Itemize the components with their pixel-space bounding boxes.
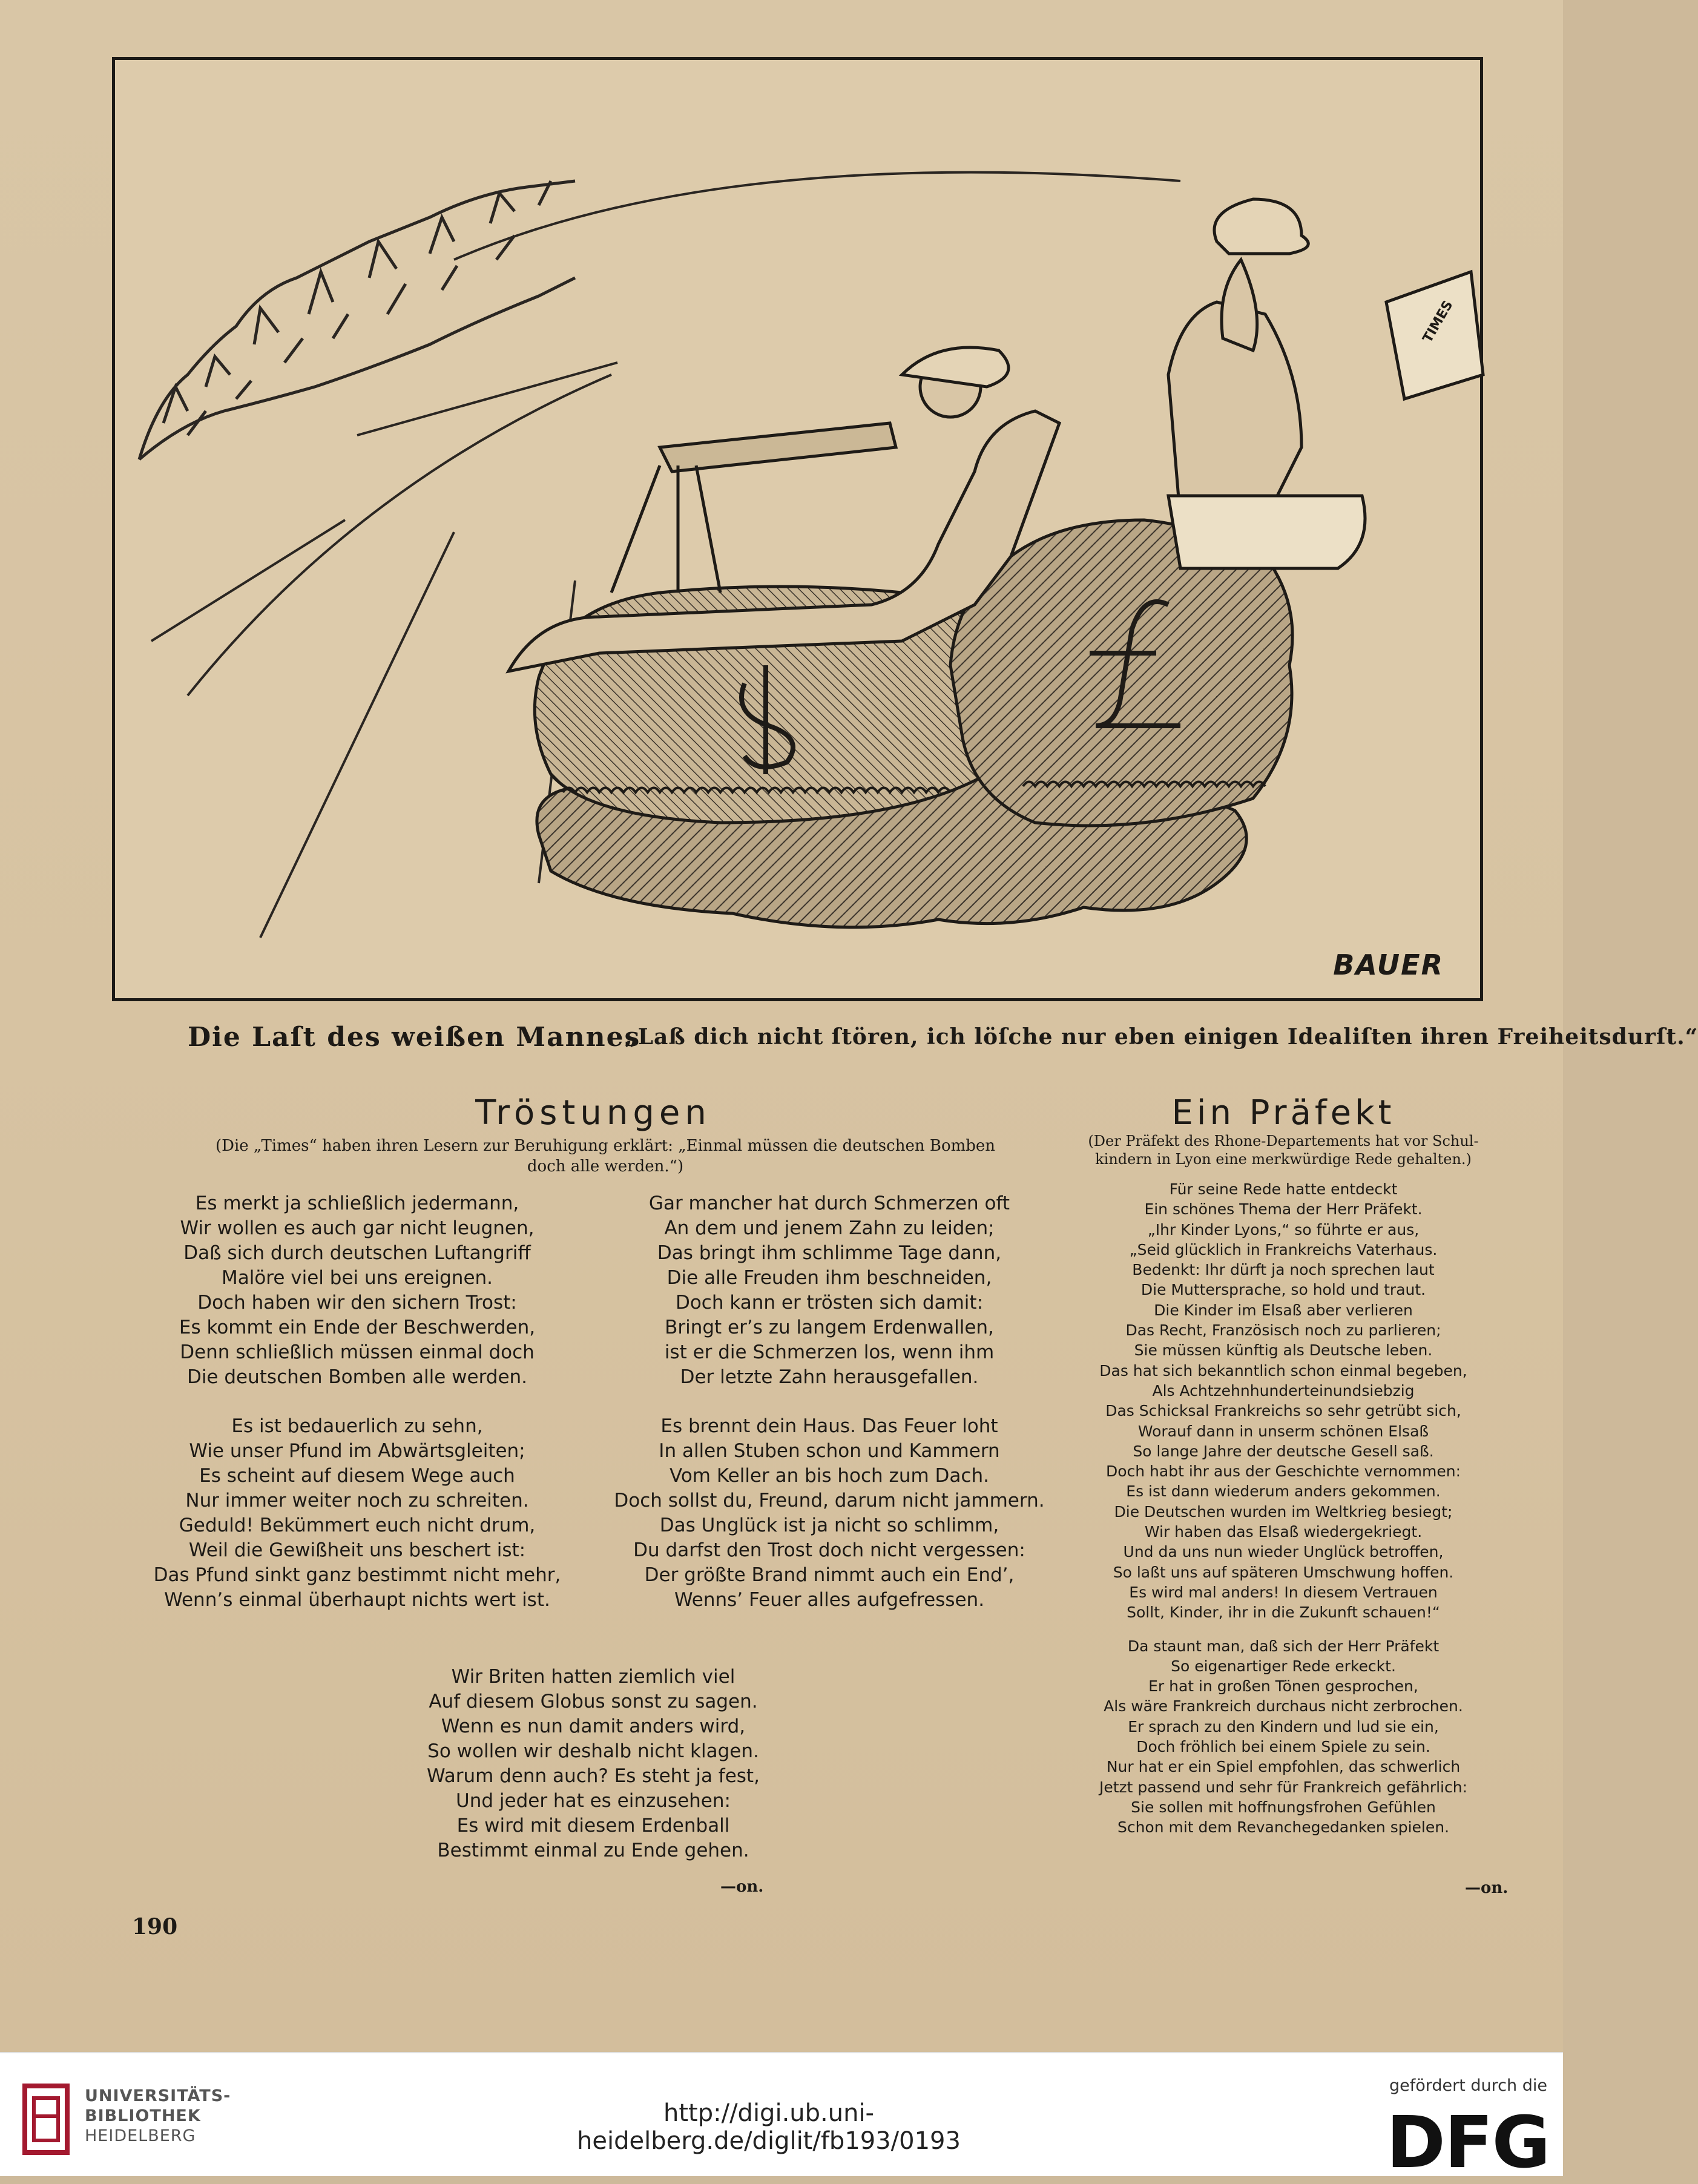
funded-by-label: gefördert durch die <box>1389 2076 1547 2095</box>
cartoon-illustration <box>112 57 1483 1001</box>
poem-line: Und da uns nun wieder Unglück betroffen, <box>1123 1543 1444 1561</box>
poem-line: Das hat sich bekanntlich schon einmal begeben, <box>1099 1361 1467 1380</box>
university-library-logo-icon <box>22 2080 76 2159</box>
praefekt-subtitle <box>1053 1132 1513 1168</box>
poem-line: Wenn’s einmal überhaupt nichts wert ist. <box>164 1589 550 1611</box>
poem-line: An dem und jenem Zahn zu leiden; <box>664 1217 995 1239</box>
poem-line: Das Unglück ist ja nicht so schlimm, <box>659 1515 999 1536</box>
poem-line: „Seid glücklich in Frankreichs Vaterhaus. <box>1129 1240 1438 1258</box>
officer-reading-newspaper <box>1168 199 1483 568</box>
poem-line: Als Achtzehnhunderteinundsiebzig <box>1152 1381 1415 1400</box>
artist-signature: BAUER <box>1333 949 1444 981</box>
poem-line: Die Muttersprache, so hold und traut. <box>1140 1281 1426 1299</box>
poem-line: Für seine Rede hatte entdeckt <box>1169 1180 1398 1198</box>
poem-line: Jetzt passend und sehr für Frankreich gefährlich: <box>1099 1778 1468 1796</box>
poem-line: Das Recht, Französisch noch zu parlieren; <box>1125 1321 1441 1340</box>
poem-column-1 <box>121 1191 593 1613</box>
poem-line: Bedenkt: Ihr dürft ja noch sprechen laut <box>1132 1261 1435 1279</box>
poem-line: Es kommt ein Ende der Beschwerden, <box>179 1317 536 1338</box>
praefekt-poem <box>1053 1179 1513 1838</box>
poem-line: Es ist bedauerlich zu sehn, <box>231 1415 483 1437</box>
newspaper-title: TIMES <box>1420 298 1456 346</box>
poem-line: Es merkt ja schließlich jedermann, <box>195 1192 519 1214</box>
poem-line: Auf diesem Globus sonst zu sagen. <box>429 1691 758 1712</box>
poem-line: Worauf dann in unserm schönen Elsaß <box>1137 1422 1429 1440</box>
poem-line: Sie müssen künftig als Deutsche leben. <box>1134 1341 1433 1360</box>
praefekt-title: Ein Präfekt <box>1171 1093 1395 1133</box>
poem-line: Doch sollst du, Freund, darum nicht jammern. <box>614 1490 1045 1511</box>
poem-line: Der größte Brand nimmt auch ein End’, <box>644 1564 1015 1586</box>
poem-line: Du darfst den Trost doch nicht vergessen: <box>633 1539 1025 1561</box>
stanza-gap <box>1053 1623 1513 1636</box>
stanza-gap <box>581 1390 1078 1414</box>
poem-line: Doch habt ihr aus der Geschichte vernommen: <box>1105 1462 1461 1481</box>
poem-line: Ein schönes Thema der Herr Präfekt. <box>1144 1200 1423 1219</box>
poem-line: Bringt er’s zu langem Erdenwallen, <box>665 1317 994 1338</box>
poem-line: Malöre viel bei uns ereignen. <box>221 1267 493 1289</box>
poem-line: Geduld! Bekümmert euch nicht drum, <box>179 1515 536 1536</box>
poem-line: Doch haben wir den sichern Trost: <box>197 1292 517 1314</box>
praefekt-subtitle-line: kindern in Lyon eine merkwürdige Rede gehalten.) <box>1095 1151 1472 1168</box>
poem-line: In allen Stuben schon und Kammern <box>659 1440 1000 1462</box>
permalink-url[interactable]: http://digi.ub.uni-heidelberg.de/diglit/fb193/0193 <box>577 2099 961 2155</box>
poem-column-2 <box>581 1191 1078 1613</box>
troestungen-title: Tröstungen <box>475 1093 711 1133</box>
poem-line: Sie sollen mit hoffnungsfrohen Gefühlen <box>1131 1798 1436 1816</box>
poem-line: Die deutschen Bomben alle werden. <box>186 1366 528 1388</box>
poem-line: Da staunt man, daß sich der Herr Präfekt <box>1127 1637 1440 1655</box>
page-number: 190 <box>132 1914 178 1939</box>
poem-line: Wir haben das Elsaß wiedergekriegt. <box>1144 1523 1423 1541</box>
poem-line: Nur hat er ein Spiel empfohlen, das schwerlich <box>1106 1758 1461 1776</box>
troestungen-subtitle <box>182 1136 1029 1177</box>
poem-line: Er sprach zu den Kindern und lud sie ein, <box>1128 1717 1439 1735</box>
poem-line: Doch kann er trösten sich damit: <box>675 1292 984 1314</box>
dfg-logo: DFG <box>1386 2100 1550 2184</box>
poem-line: Die Kinder im Elsaß aber verlieren <box>1154 1301 1413 1319</box>
poem-line: Wir wollen es auch gar nicht leugnen, <box>180 1217 535 1239</box>
poem-line: Daß sich durch deutschen Luftangriff <box>183 1242 531 1264</box>
library-name-line: BIBLIOTHEK <box>85 2107 201 2125</box>
poem-line: Das Schicksal Frankreichs so sehr getrübt sich, <box>1105 1402 1461 1420</box>
poem-line: So laßt uns auf späteren Umschwung hoffen. <box>1113 1563 1454 1581</box>
poem-line: Das bringt ihm schlimme Tage dann, <box>657 1242 1002 1264</box>
cartoon-quote: „Laß dich nicht ſtören, ich löſche nur eben einigen Idealiſten ihren Freiheitsdurſt.“ <box>625 1024 1698 1050</box>
crowd-of-figures <box>139 181 575 459</box>
poem-line: Es wird mit diesem Erdenball <box>456 1815 730 1837</box>
poem-line: Schon mit dem Revanchegedanken spielen. <box>1117 1818 1450 1837</box>
poem-line: Es ist dann wiederum anders gekommen. <box>1126 1482 1441 1501</box>
library-name <box>85 2086 231 2146</box>
poem-line: Warum denn auch? Es steht ja fest, <box>427 1765 760 1787</box>
poem-line: Das Pfund sinkt ganz bestimmt nicht mehr, <box>153 1564 561 1586</box>
poem-line: Weil die Gewißheit uns beschert ist: <box>188 1539 526 1561</box>
poem-line: Die Deutschen wurden im Weltkrieg besiegt; <box>1114 1502 1453 1521</box>
poem-line: Es scheint auf diesem Wege auch <box>199 1465 515 1487</box>
poem-line: Nur immer weiter noch zu schreiten. <box>185 1490 529 1511</box>
poem-line: Bestimmt einmal zu Ende gehen. <box>437 1840 749 1861</box>
poem-line: Vom Keller an bis hoch zum Dach. <box>670 1465 989 1487</box>
poem-line: Und jeder hat es einzusehen: <box>456 1790 731 1812</box>
poem-line: ist er die Schmerzen los, wenn ihm <box>664 1341 995 1363</box>
poem-line: Als wäre Frankreich durchaus nicht zerbrochen. <box>1104 1697 1463 1715</box>
library-name-line: UNIVERSITÄTS- <box>85 2087 231 2105</box>
poem-line: Wir Briten hatten ziemlich viel <box>451 1666 735 1688</box>
poem-line: Es brennt dein Haus. Das Feuer loht <box>660 1415 998 1437</box>
poem-line: Gar mancher hat durch Schmerzen oft <box>648 1192 1010 1214</box>
poem-line: Doch fröhlich bei einem Spiele zu sein. <box>1136 1738 1430 1756</box>
poem-line: Die alle Freuden ihm beschneiden, <box>666 1267 992 1289</box>
poem-line: Wenns’ Feuer alles aufgefressen. <box>674 1589 985 1611</box>
poem-line: „Ihr Kinder Lyons,“ so führte er aus, <box>1147 1220 1420 1238</box>
cartoon-title: Die Laſt des weißen Mannes <box>188 1022 641 1053</box>
poem-line: So eigenartiger Rede erkeckt. <box>1171 1657 1396 1675</box>
poem-line: Sollt, Kinder, ihr in die Zukunft schauen!“ <box>1127 1603 1440 1622</box>
poem-line: Er hat in großen Tönen gesprochen, <box>1148 1677 1418 1696</box>
stanza-gap <box>121 1390 593 1414</box>
praefekt-subtitle-line: (Der Präfekt des Rhone-Departements hat vor Schul- <box>1088 1133 1479 1150</box>
poem-line: Es wird mal anders! In diesem Vertrauen <box>1129 1583 1438 1601</box>
poem-line: So lange Jahre der deutsche Gesell saß. <box>1133 1442 1434 1460</box>
library-name-line: HEIDELBERG <box>85 2126 196 2145</box>
cartoon-drawing <box>115 60 1480 998</box>
poem-line: Der letzte Zahn herausgefallen. <box>680 1366 979 1388</box>
poem-line: So wollen wir deshalb nicht klagen. <box>427 1740 759 1762</box>
poem-line: Wie unser Pfund im Abwärtsgleiten; <box>189 1440 525 1462</box>
poem-line: Wenn es nun damit anders wird, <box>441 1715 746 1737</box>
troestungen-author: —on. <box>720 1878 764 1896</box>
troestungen-subtitle-line: (Die „Times“ haben ihren Lesern zur Beruhigung erklärt: „Einmal müssen die deutschen Bomben <box>215 1137 996 1155</box>
poem-column-3 <box>351 1665 835 1863</box>
praefekt-author: —on. <box>1465 1879 1509 1897</box>
troestungen-subtitle-line: doch alle werden.“) <box>527 1157 684 1176</box>
poem-line: Denn schließlich müssen einmal doch <box>180 1341 535 1363</box>
